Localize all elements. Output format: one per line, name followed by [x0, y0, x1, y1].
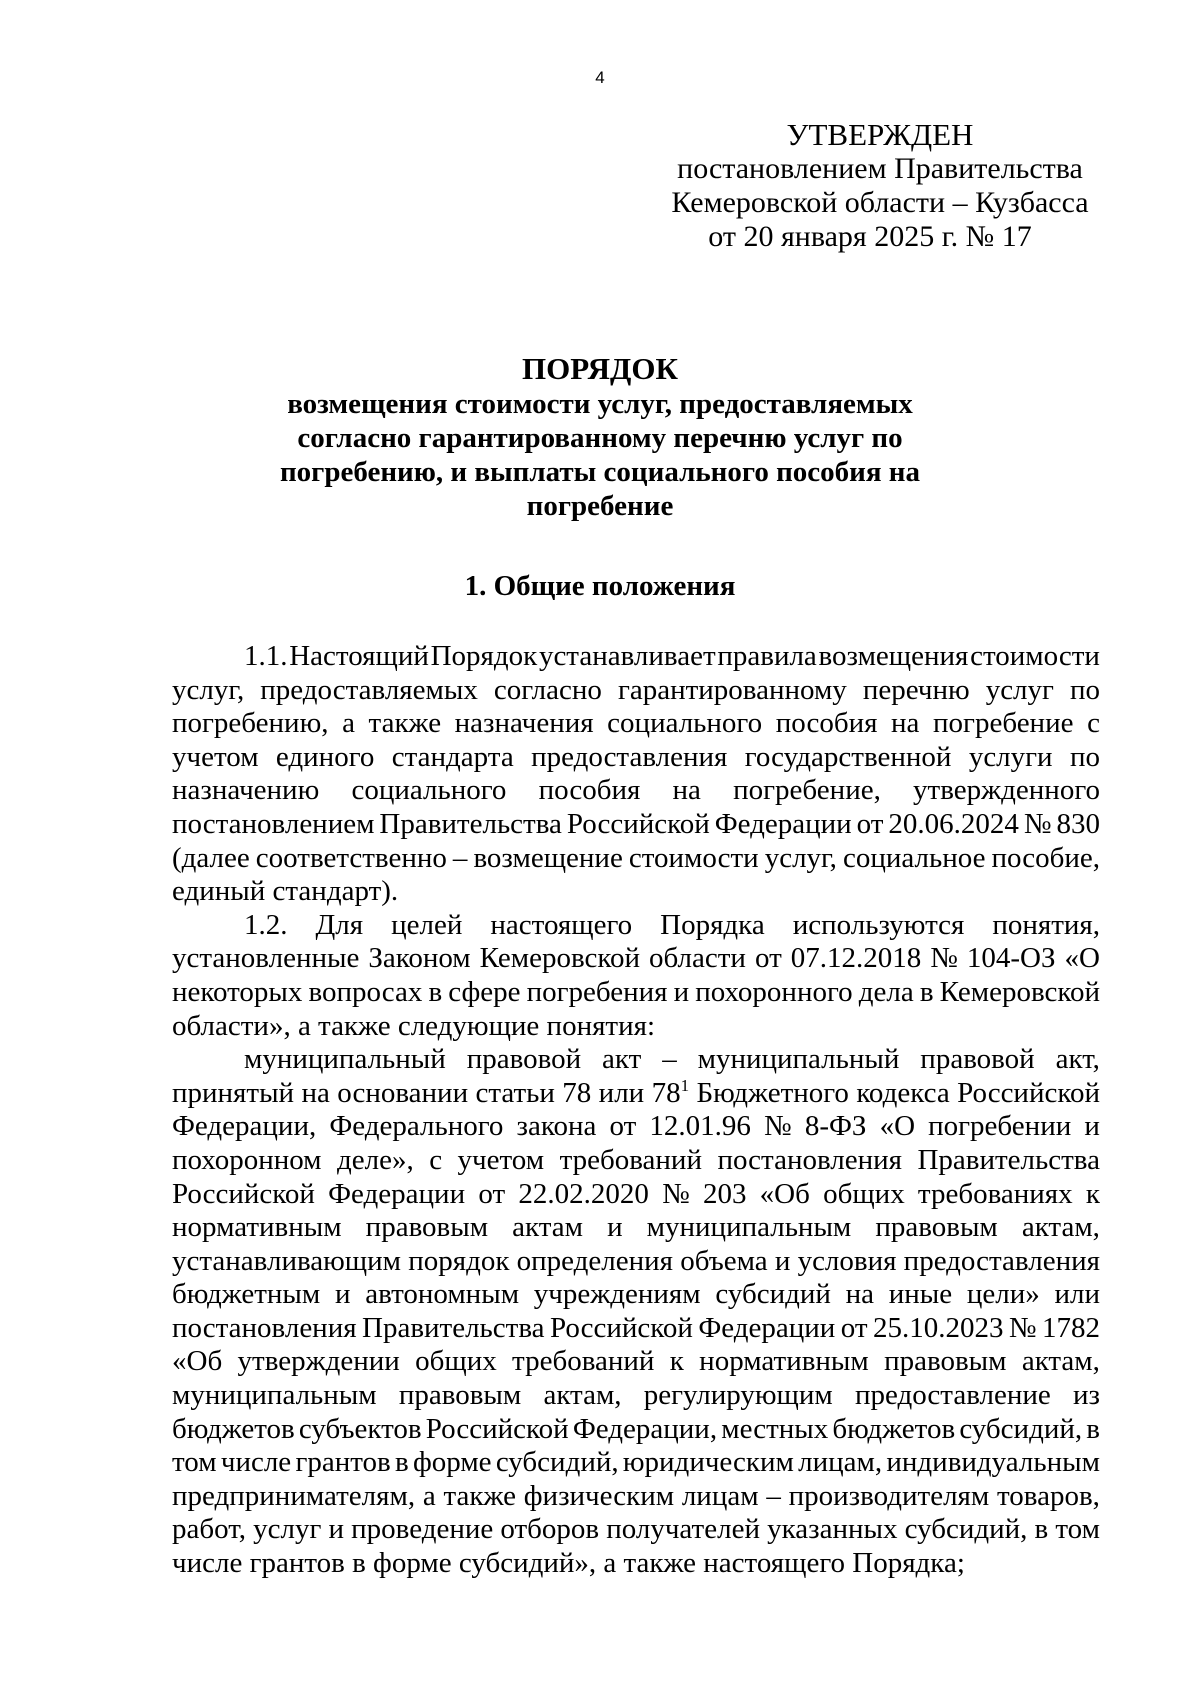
word: и	[328, 1513, 345, 1546]
word: услуг,	[172, 673, 245, 706]
word: Российской	[957, 1076, 1100, 1109]
paragraph-line	[172, 1312, 1100, 1346]
paragraph-line	[172, 1278, 1100, 1312]
word: 1.1.	[244, 640, 288, 672]
paragraph-line	[172, 1110, 1100, 1144]
word: пособия	[775, 707, 878, 740]
paragraph-line	[172, 707, 1100, 741]
word: Настоящий	[289, 640, 429, 672]
word: нормативным	[172, 1211, 342, 1244]
paragraph-line	[172, 808, 1100, 842]
word: №	[764, 1110, 792, 1143]
word: 20.06.2024	[888, 807, 1019, 840]
word: утверждении	[237, 1345, 400, 1378]
body-text	[172, 640, 1100, 1581]
word: актам	[512, 1211, 583, 1244]
word: настоящего	[490, 908, 633, 941]
word: от	[609, 1110, 637, 1143]
line-text: области», а также следующие понятия:	[172, 1009, 656, 1042]
word: регулирующим	[643, 1379, 833, 1412]
word: №	[930, 942, 958, 975]
word: используются	[792, 908, 965, 941]
word: актам,	[1021, 1345, 1100, 1378]
paragraph-line	[172, 1446, 1100, 1480]
word: предоставления	[903, 1244, 1100, 1277]
word: возмещения	[818, 640, 969, 672]
word: от	[840, 1311, 868, 1344]
word: также	[443, 1479, 516, 1512]
paragraph-line	[172, 1245, 1100, 1279]
word: постановления	[172, 1311, 357, 1344]
word: а	[342, 707, 355, 740]
word: и	[1084, 1110, 1100, 1143]
word: на	[301, 1076, 330, 1109]
word: 1.2.	[244, 908, 288, 941]
word: цели»	[966, 1278, 1040, 1311]
word: лицам	[681, 1479, 759, 1512]
document-title-line: погребению, и выплаты социального пособия на	[279, 456, 921, 488]
word: указанных	[767, 1513, 898, 1546]
word: бюджетов	[832, 1412, 956, 1445]
word: субсидий	[715, 1278, 831, 1311]
word: с	[1087, 707, 1100, 740]
word: социальное	[842, 841, 986, 874]
word: Российской	[425, 1412, 569, 1445]
word: похоронного	[695, 975, 853, 1008]
word: от	[856, 807, 884, 840]
word: социального	[351, 774, 507, 807]
word: в	[1086, 1412, 1100, 1445]
word: похоронном	[172, 1143, 322, 1176]
word: автономным	[365, 1278, 520, 1311]
word: иные	[888, 1278, 953, 1311]
word: стандарта	[391, 740, 514, 773]
word: «Об	[759, 1177, 810, 1210]
paragraph-line	[172, 1043, 1100, 1077]
paragraph-line	[172, 909, 1100, 943]
word: учетом	[172, 740, 259, 773]
word: предоставляемых	[260, 673, 478, 706]
word: муниципальным	[646, 1211, 852, 1244]
word: 104-ОЗ	[966, 942, 1056, 975]
word: муниципальным	[172, 1379, 377, 1412]
word: акт,	[1055, 1043, 1100, 1076]
word: –	[452, 841, 468, 874]
word: лицам,	[798, 1446, 883, 1479]
word: социального	[607, 707, 763, 740]
word: правовой	[920, 1043, 1035, 1076]
word: условия	[797, 1244, 897, 1277]
word: возмещение	[473, 841, 623, 874]
paragraph-line	[172, 1211, 1100, 1245]
word: правовым	[398, 1379, 522, 1412]
word: также	[368, 707, 442, 740]
word: погребения	[526, 975, 668, 1008]
word: услуг	[253, 1513, 322, 1546]
word: Бюджетного	[696, 1076, 849, 1109]
word: общих	[823, 1177, 905, 1210]
paragraph-line	[172, 875, 1100, 909]
word: 12.01.96	[649, 1110, 751, 1143]
word: услуг	[985, 673, 1054, 706]
word: Федерации,	[172, 1110, 317, 1143]
word: от	[754, 942, 782, 975]
word: от	[478, 1177, 506, 1210]
paragraph-line	[172, 774, 1100, 808]
section-heading: 1. Общие положения	[464, 570, 736, 602]
word: понятия,	[992, 908, 1100, 941]
line-text: числе грантов в форме субсидий», а также настоящего Порядка;	[172, 1547, 965, 1580]
word: объема	[680, 1244, 768, 1277]
word: основании	[337, 1076, 469, 1109]
word: Федерации,	[572, 1412, 718, 1445]
paragraph-line	[172, 942, 1100, 976]
word: Правительства	[379, 807, 562, 840]
word: грантов	[295, 1446, 391, 1479]
word: единого	[275, 740, 375, 773]
approval-line: постановлением Правительства	[677, 152, 1083, 185]
word: соответственно	[255, 841, 447, 874]
word: и	[334, 1278, 351, 1311]
word: кодекса	[856, 1076, 950, 1109]
word: предоставление	[854, 1379, 1051, 1412]
word: целей	[391, 908, 463, 941]
word: форме	[412, 1446, 492, 1479]
word: –	[662, 1043, 677, 1076]
word: в	[919, 975, 934, 1008]
word: Для	[315, 908, 364, 941]
word: Федерального	[329, 1110, 504, 1143]
word: (далее	[172, 841, 250, 874]
paragraph-line	[172, 1345, 1100, 1379]
word: Российской	[172, 1177, 315, 1210]
word: индивидуальным	[886, 1446, 1100, 1479]
approval-date-line: от 20 января 2025 г. № 17	[708, 220, 1032, 253]
word: Правительства	[362, 1311, 545, 1344]
word: к	[669, 1345, 684, 1378]
paragraph-line	[172, 1144, 1100, 1178]
line-text: единый стандарт).	[172, 875, 399, 908]
word: требований	[512, 1345, 655, 1378]
word: перечню	[862, 673, 970, 706]
word: субсидий,	[495, 1446, 619, 1479]
word: требованиях	[917, 1177, 1073, 1210]
word: 78	[651, 1076, 681, 1109]
page-number: 4	[595, 68, 605, 87]
paragraph-line	[172, 1480, 1100, 1514]
word: в	[1034, 1513, 1049, 1546]
word: области	[649, 942, 746, 975]
word: акт	[602, 1043, 642, 1076]
word: «О	[1064, 942, 1100, 975]
word: правовым	[365, 1211, 489, 1244]
word: и	[673, 975, 690, 1008]
paragraph-line	[172, 674, 1100, 708]
paragraph-line	[172, 1379, 1100, 1413]
word: требований	[559, 1143, 702, 1176]
word: погребении	[928, 1110, 1072, 1143]
footnote-superscript: 1	[680, 1075, 690, 1095]
word: погребению,	[172, 707, 329, 740]
word: из	[1072, 1379, 1100, 1412]
approval-stamp-block	[660, 118, 1100, 254]
paragraph-line	[172, 1547, 1100, 1581]
word: с	[429, 1143, 443, 1176]
approval-title: УТВЕРЖДЕН	[786, 117, 974, 152]
word: пособия	[538, 774, 641, 807]
word: постановлением	[172, 807, 375, 840]
word: Порядок	[430, 640, 538, 672]
word: Правительства	[917, 1143, 1100, 1176]
document-title-main: ПОРЯДОК	[522, 351, 678, 386]
paragraph-line	[172, 842, 1100, 876]
word: к	[1085, 1177, 1100, 1210]
word: физическим	[523, 1479, 675, 1512]
word: субсидий,	[904, 1513, 1028, 1546]
word: пособие,	[991, 841, 1100, 874]
paragraph-line	[172, 1178, 1100, 1212]
word: а	[422, 1479, 436, 1512]
word: сфере	[448, 975, 521, 1008]
word: принятый	[172, 1076, 295, 1109]
word: учетом	[457, 1143, 545, 1176]
word: 1782	[1042, 1311, 1100, 1344]
word: по	[1069, 740, 1100, 773]
word: предоставления	[531, 740, 728, 773]
word: №	[1023, 807, 1052, 840]
word: устанавливающим	[172, 1244, 402, 1277]
document-title-line: погребение	[526, 490, 674, 522]
word: закона	[516, 1110, 597, 1143]
word: 78	[562, 1076, 592, 1109]
word: товаров,	[997, 1479, 1100, 1512]
word: погребение,	[733, 774, 881, 807]
word: услуг,	[764, 841, 837, 874]
document-title-line: согласно гарантированному перечню услуг по	[297, 422, 903, 454]
word: 07.12.2018	[790, 942, 922, 975]
word: утвержденного	[913, 774, 1100, 807]
word: актам,	[543, 1379, 622, 1412]
word: стоимости	[628, 841, 759, 874]
word: 830	[1056, 807, 1100, 840]
word: государственной	[744, 740, 952, 773]
word: в	[395, 1446, 409, 1479]
word: устанавливает	[538, 640, 716, 672]
paragraph-line	[172, 976, 1100, 1010]
word: работ,	[172, 1513, 246, 1546]
word: вопросах	[308, 975, 423, 1008]
word: том	[1055, 1513, 1100, 1546]
document-title	[0, 352, 1200, 523]
word: Российской	[566, 807, 710, 840]
word: статьи	[475, 1076, 555, 1109]
paragraph-line	[172, 1413, 1100, 1447]
word: постановления	[717, 1143, 903, 1176]
word: некоторых	[172, 975, 303, 1008]
word: производителям	[788, 1479, 990, 1512]
word: Федерации	[328, 1177, 466, 1210]
word: 8-ФЗ	[804, 1110, 867, 1143]
word: общих	[415, 1345, 497, 1378]
word: Порядка	[660, 908, 765, 941]
word: отборов	[500, 1513, 600, 1546]
word: субсидий,	[959, 1412, 1083, 1445]
word: деле»,	[337, 1143, 414, 1176]
word: установленные	[172, 942, 360, 975]
word: 25.10.2023	[872, 1311, 1004, 1344]
document-title-line: возмещения стоимости услуг, предоставляемых	[287, 388, 913, 420]
word: правовым	[875, 1211, 998, 1244]
word: согласно	[493, 673, 602, 706]
word: №	[662, 1177, 690, 1210]
word: Кемеровской	[479, 942, 641, 975]
word: на	[672, 774, 701, 807]
word: Федерации	[698, 1311, 836, 1344]
word: услуги	[968, 740, 1053, 773]
word: муниципальный	[244, 1043, 446, 1076]
word: 22.02.2020	[518, 1177, 649, 1210]
word: или	[598, 1076, 645, 1109]
word: бюджетов	[172, 1412, 295, 1445]
word: погребение	[933, 707, 1074, 740]
word: учреждениям	[533, 1278, 701, 1311]
word: правовой	[466, 1043, 582, 1076]
word: бюджетным	[172, 1278, 321, 1311]
word: Законом	[368, 942, 471, 975]
word: муниципальный	[697, 1043, 900, 1076]
word: назначения	[454, 707, 594, 740]
word: и	[607, 1211, 623, 1244]
word: проведение	[351, 1513, 494, 1546]
word: числе	[220, 1446, 292, 1479]
word: Кемеровской	[939, 975, 1100, 1008]
word: определения	[516, 1244, 673, 1277]
word: 203	[702, 1177, 747, 1210]
word: –	[766, 1479, 781, 1512]
approval-line: Кемеровской области – Кузбасса	[671, 186, 1089, 219]
word: актам,	[1021, 1211, 1100, 1244]
word: юридическим	[622, 1446, 794, 1479]
word: «Об	[172, 1345, 223, 1378]
word: в	[428, 975, 443, 1008]
word: Российской	[549, 1311, 693, 1344]
word: нормативным	[699, 1345, 869, 1378]
word: дела	[858, 975, 914, 1008]
paragraph-line	[172, 1010, 1100, 1044]
paragraph-line	[172, 1513, 1100, 1547]
word: правила	[717, 640, 817, 672]
word: «О	[879, 1110, 916, 1143]
word: субъектов	[298, 1412, 422, 1445]
word: порядок	[408, 1244, 510, 1277]
word: на	[891, 707, 920, 740]
paragraph-line	[172, 640, 1100, 674]
word: местных	[721, 1412, 829, 1445]
word: по	[1069, 673, 1100, 706]
word-with-superscript	[652, 1077, 690, 1111]
word: получателей	[606, 1513, 760, 1546]
word: стоимости	[970, 640, 1100, 672]
word: Федерации	[714, 807, 852, 840]
paragraph-line	[172, 741, 1100, 775]
word: том	[172, 1446, 217, 1479]
word: предпринимателям,	[172, 1479, 416, 1512]
word: на	[845, 1278, 875, 1311]
word: или	[1054, 1278, 1100, 1311]
paragraph-line-with-superscript	[172, 1077, 1100, 1111]
word: №	[1008, 1311, 1037, 1344]
word: и	[774, 1244, 791, 1277]
word: правовым	[884, 1345, 1007, 1378]
word: назначению	[172, 774, 320, 807]
word: гарантированному	[617, 673, 847, 706]
